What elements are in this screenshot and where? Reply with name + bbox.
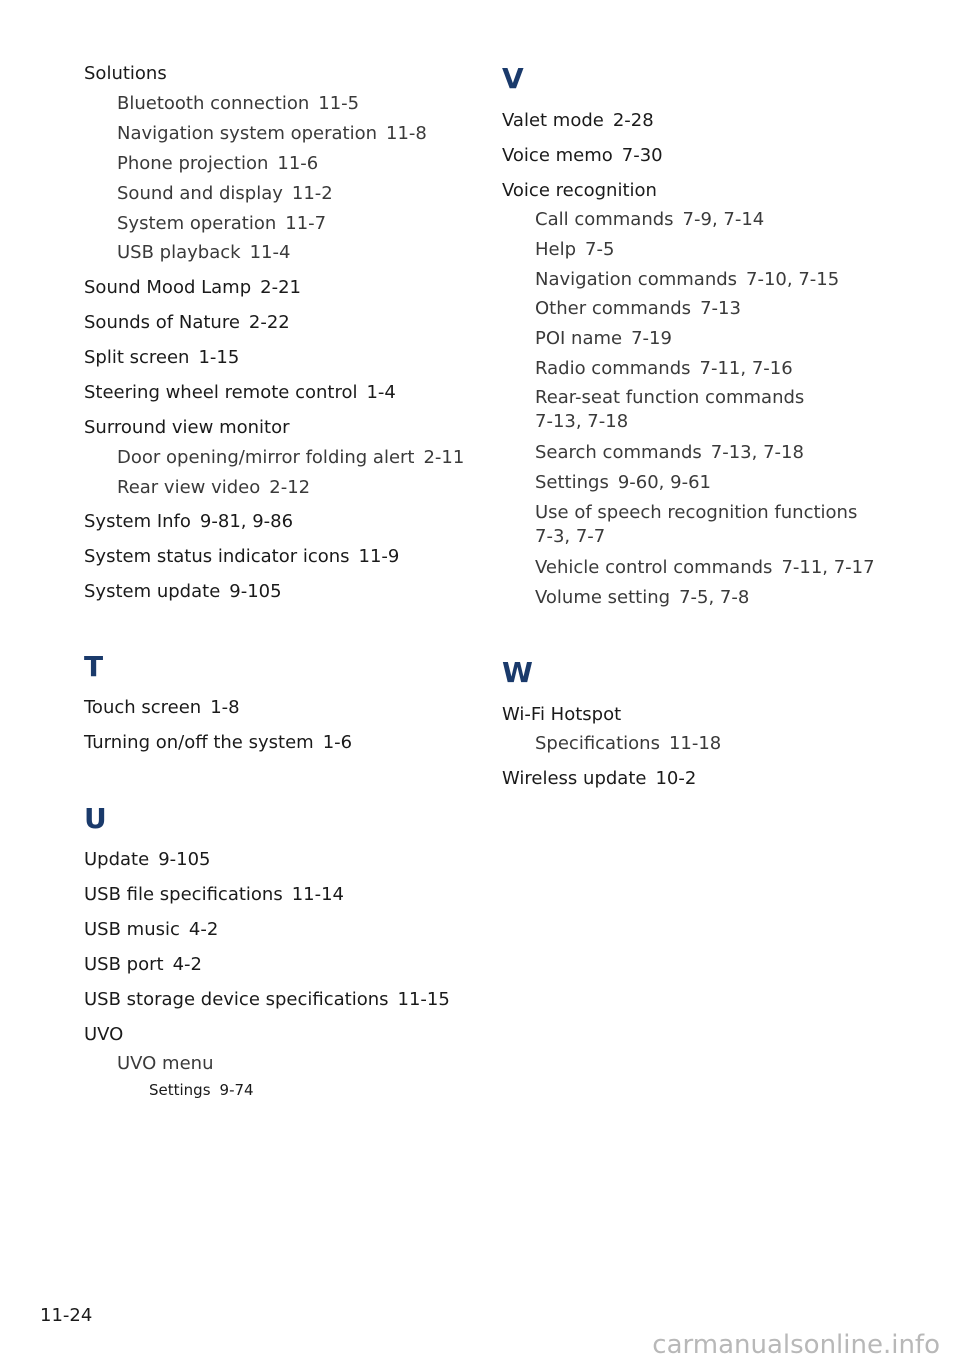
watermark: carmanualsonline.info bbox=[652, 1330, 940, 1360]
index-entry-wireless-update bbox=[502, 767, 696, 791]
index-subentry-volume-setting bbox=[502, 586, 749, 610]
entry-term: Use of speech recognition functions bbox=[535, 502, 858, 523]
page-reference: 9-81, 9-86 bbox=[199, 511, 294, 532]
index-entry-system-status-indicator-icons bbox=[84, 545, 399, 569]
index-entry-system-update bbox=[84, 580, 282, 604]
index-subentry-settings bbox=[502, 471, 711, 495]
entry-term: Voice memo bbox=[502, 145, 613, 166]
section-letter-v: V bbox=[502, 62, 524, 95]
index-entry-sound-mood-lamp bbox=[84, 276, 301, 300]
entry-term: System status indicator icons bbox=[84, 546, 350, 567]
entry-term: Wi-Fi Hotspot bbox=[502, 704, 622, 725]
index-entry-valet-mode bbox=[502, 109, 654, 133]
page-reference: 9-74 bbox=[219, 1081, 254, 1099]
page-reference: 2-21 bbox=[260, 277, 301, 298]
entry-term: System operation bbox=[117, 213, 277, 234]
entry-term: Help bbox=[535, 239, 577, 260]
entry-term: USB music bbox=[84, 919, 180, 940]
entry-term: Turning on/off the system bbox=[84, 732, 314, 753]
page-reference: 7-11, 7-16 bbox=[699, 358, 793, 379]
entry-term: Rear view video bbox=[117, 477, 261, 498]
page-reference: 7-13 bbox=[700, 298, 741, 319]
page-reference: 9-105 bbox=[229, 581, 282, 602]
index-subentry-specifications bbox=[502, 732, 721, 756]
index-subentry-system-operation bbox=[84, 212, 326, 236]
entry-term: Voice recognition bbox=[502, 180, 657, 201]
index-entry-wifi-hotspot bbox=[502, 703, 621, 727]
page-reference: 7-9, 7-14 bbox=[682, 209, 765, 230]
entry-term: Other commands bbox=[535, 298, 692, 319]
page-reference: 7-11, 7-17 bbox=[781, 557, 875, 578]
page-reference: 11-4 bbox=[249, 242, 291, 263]
entry-term: Vehicle control commands bbox=[535, 557, 773, 578]
index-entry-split-screen bbox=[84, 346, 239, 370]
entry-term: Settings bbox=[535, 472, 609, 493]
page-reference: 2-22 bbox=[248, 312, 290, 333]
entry-term: Specifications bbox=[535, 733, 660, 754]
page-reference: 7-5, 7-8 bbox=[679, 587, 750, 608]
page-reference: 4-2 bbox=[172, 954, 202, 975]
index-subentry-phone-projection bbox=[84, 152, 318, 176]
index-entry-sounds-of-nature bbox=[84, 311, 290, 335]
page-reference: 2-12 bbox=[269, 477, 311, 498]
entry-term: Rear-seat function commands bbox=[535, 387, 805, 408]
entry-term: Solutions bbox=[84, 63, 167, 84]
entry-term: Bluetooth connection bbox=[117, 93, 310, 114]
entry-term: Navigation system operation bbox=[117, 123, 378, 144]
index-entry-solutions bbox=[84, 62, 167, 86]
entry-term: Steering wheel remote control bbox=[84, 382, 358, 403]
page-reference: 1-15 bbox=[198, 347, 240, 368]
index-subentry-radio-commands bbox=[502, 357, 793, 381]
entry-term: System Info bbox=[84, 511, 191, 532]
entry-term: Door opening/mirror folding alert bbox=[117, 447, 415, 468]
page-reference: 7-13, 7-18 bbox=[710, 442, 804, 463]
index-entry-turning-on-off bbox=[84, 731, 352, 755]
page-reference: 1-4 bbox=[366, 382, 396, 403]
index-subentry-navigation-system-operation bbox=[84, 122, 427, 146]
index-entry-usb-music bbox=[84, 918, 218, 942]
entry-term: Radio commands bbox=[535, 358, 691, 379]
index-subentry-search-commands bbox=[502, 441, 804, 465]
index-entry-touch-screen bbox=[84, 696, 240, 720]
page-reference: 7-10, 7-15 bbox=[746, 269, 840, 290]
page-reference: 7-13, 7-18 bbox=[535, 411, 629, 432]
page-reference: 7-19 bbox=[631, 328, 672, 349]
entry-term: Navigation commands bbox=[535, 269, 738, 290]
entry-term: Phone projection bbox=[117, 153, 269, 174]
page-reference: 11-6 bbox=[277, 153, 319, 174]
index-subentry-rear-seat-function-commands bbox=[502, 386, 804, 434]
entry-term: Update bbox=[84, 849, 150, 870]
entry-term: Touch screen bbox=[84, 697, 202, 718]
index-subentry-call-commands bbox=[502, 208, 764, 232]
index-entry-usb-port bbox=[84, 953, 202, 977]
page-reference: 2-11 bbox=[423, 447, 465, 468]
index-subentry-door-opening-alert bbox=[84, 446, 464, 470]
page-reference: 7-30 bbox=[621, 145, 663, 166]
index-subentry-sound-and-display bbox=[84, 182, 333, 206]
page-reference: 4-2 bbox=[188, 919, 219, 940]
page-reference: 7-5 bbox=[585, 239, 615, 260]
page-reference: 11-5 bbox=[318, 93, 360, 114]
page-reference: 11-2 bbox=[291, 183, 333, 204]
page-reference: 11-14 bbox=[291, 884, 345, 905]
entry-term: Volume setting bbox=[535, 587, 671, 608]
index-entry-update bbox=[84, 848, 211, 872]
entry-term: UVO menu bbox=[117, 1053, 214, 1074]
page-reference: 11-15 bbox=[397, 989, 450, 1010]
entry-term: Sounds of Nature bbox=[84, 312, 240, 333]
page-reference: 2-28 bbox=[612, 110, 654, 131]
entry-term: Sound and display bbox=[117, 183, 283, 204]
index-subentry-rear-view-video bbox=[84, 476, 310, 500]
page-reference: 10-2 bbox=[655, 768, 697, 789]
index-entry-voice-recognition bbox=[502, 179, 657, 203]
index-subentry-usb-playback bbox=[84, 241, 290, 265]
index-subentry-poi-name bbox=[502, 327, 672, 351]
entry-term: UVO bbox=[84, 1024, 124, 1045]
entry-term: System update bbox=[84, 581, 221, 602]
entry-term: POI name bbox=[535, 328, 623, 349]
entry-term: USB port bbox=[84, 954, 164, 975]
index-subentry-vehicle-control-commands bbox=[502, 556, 875, 580]
index-subentry-uvo-menu bbox=[84, 1052, 214, 1076]
entry-term: Wireless update bbox=[502, 768, 647, 789]
index-subentry-use-of-speech-recognition bbox=[502, 501, 857, 549]
entry-term: USB file specifications bbox=[84, 884, 283, 905]
entry-term: USB playback bbox=[117, 242, 241, 263]
entry-term: Call commands bbox=[535, 209, 674, 230]
index-entry-surround-view-monitor bbox=[84, 416, 290, 440]
entry-term: Search commands bbox=[535, 442, 702, 463]
page-reference: 11-8 bbox=[386, 123, 427, 144]
index-entry-uvo bbox=[84, 1023, 123, 1047]
index-subentry-bluetooth-connection bbox=[84, 92, 359, 116]
index-entry-system-info bbox=[84, 510, 293, 534]
index-subentry-other-commands bbox=[502, 297, 741, 321]
index-entry-usb-file-specifications bbox=[84, 883, 344, 907]
section-letter-t: T bbox=[84, 650, 104, 683]
page-reference: 7-3, 7-7 bbox=[535, 526, 606, 547]
page-reference: 11-7 bbox=[285, 213, 327, 234]
index-subentry-help bbox=[502, 238, 614, 262]
index-subentry-navigation-commands bbox=[502, 268, 839, 292]
page-reference: 11-9 bbox=[358, 546, 400, 567]
page-number: 11-24 bbox=[40, 1305, 93, 1326]
section-letter-w: W bbox=[502, 656, 533, 689]
entry-term: USB storage device specifications bbox=[84, 989, 389, 1010]
page-reference: 1-8 bbox=[210, 697, 240, 718]
entry-term: Settings bbox=[149, 1081, 211, 1099]
entry-term: Surround view monitor bbox=[84, 417, 290, 438]
page-reference: 9-60, 9-61 bbox=[617, 472, 711, 493]
page-reference: 11-18 bbox=[668, 733, 722, 754]
index-subsubentry-uvo-settings bbox=[84, 1078, 254, 1102]
entry-term: Valet mode bbox=[502, 110, 604, 131]
index-entry-usb-storage-device-specifications bbox=[84, 988, 450, 1012]
index-entry-steering-wheel-remote-control bbox=[84, 381, 396, 405]
entry-term: Sound Mood Lamp bbox=[84, 277, 252, 298]
entry-term: Split screen bbox=[84, 347, 190, 368]
page-reference: 9-105 bbox=[158, 849, 211, 870]
index-entry-voice-memo bbox=[502, 144, 663, 168]
page-reference: 1-6 bbox=[322, 732, 353, 753]
section-letter-u: U bbox=[84, 802, 107, 835]
